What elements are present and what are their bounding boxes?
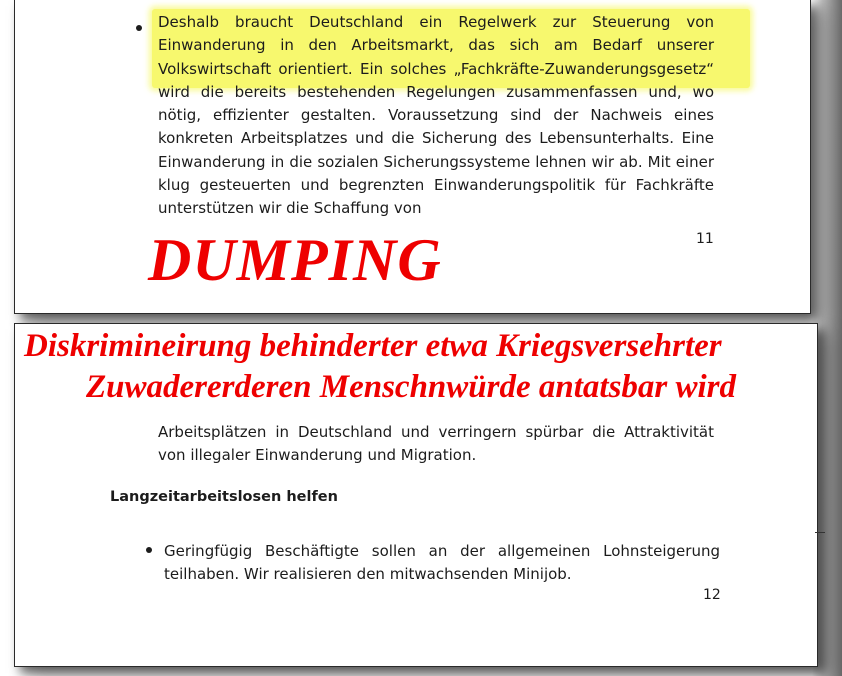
page-number-12: 12 xyxy=(703,587,721,603)
overlay-caption-line-2: Zuwadererderen Menschnwürde antatsbar wird xyxy=(86,369,737,405)
page-number-11: 11 xyxy=(696,231,714,247)
page12-continuation-paragraph: Arbeitsplätzen in Deutschland und verringern spürbar die Attraktivität von illegaler Einwanderung und Migration. xyxy=(158,423,714,465)
section-heading: Langzeitarbeitslosen helfen xyxy=(110,489,338,505)
overlay-caption-line-1: Diskrimineirung behinderter etwa Kriegsversehrter xyxy=(24,328,722,364)
bullet-point xyxy=(136,25,142,31)
page11-bullet-paragraph: Deshalb braucht Deutschland ein Regelwerk zur Steuerung von Einwanderung in den Arbeitsmarkt, das sich am Bedarf unserer Volkswirtschaft orientiert. Ein solches „Fachkräfte-Zuwanderungsgesetz“ wird die bereits bestehenden Regelungen zusammenfassen und, wo nötig, effizienter gestalten. Voraussetzung sind der Nachweis eines konkreten Arbeitsplatzes und die Sicherung des Lebensunterhalts. Eine Einwanderung in die sozialen Sicherungssysteme lehnen wir ab. Mit einer klug gesteuerten und begrenzten Einwanderungspolitik für Fachkräfte unterstützen wir die Schaffung von xyxy=(158,13,714,218)
page12-bullet-paragraph: Geringfügig Beschäftigte sollen an der allgemeinen Lohnsteigerung teilhaben. Wir realisieren den mitwachsenden Minijob. xyxy=(164,542,720,584)
dumping-overlay-text: DUMPING xyxy=(148,227,442,293)
bullet-point xyxy=(146,547,152,553)
page-edge-mark xyxy=(815,532,825,533)
